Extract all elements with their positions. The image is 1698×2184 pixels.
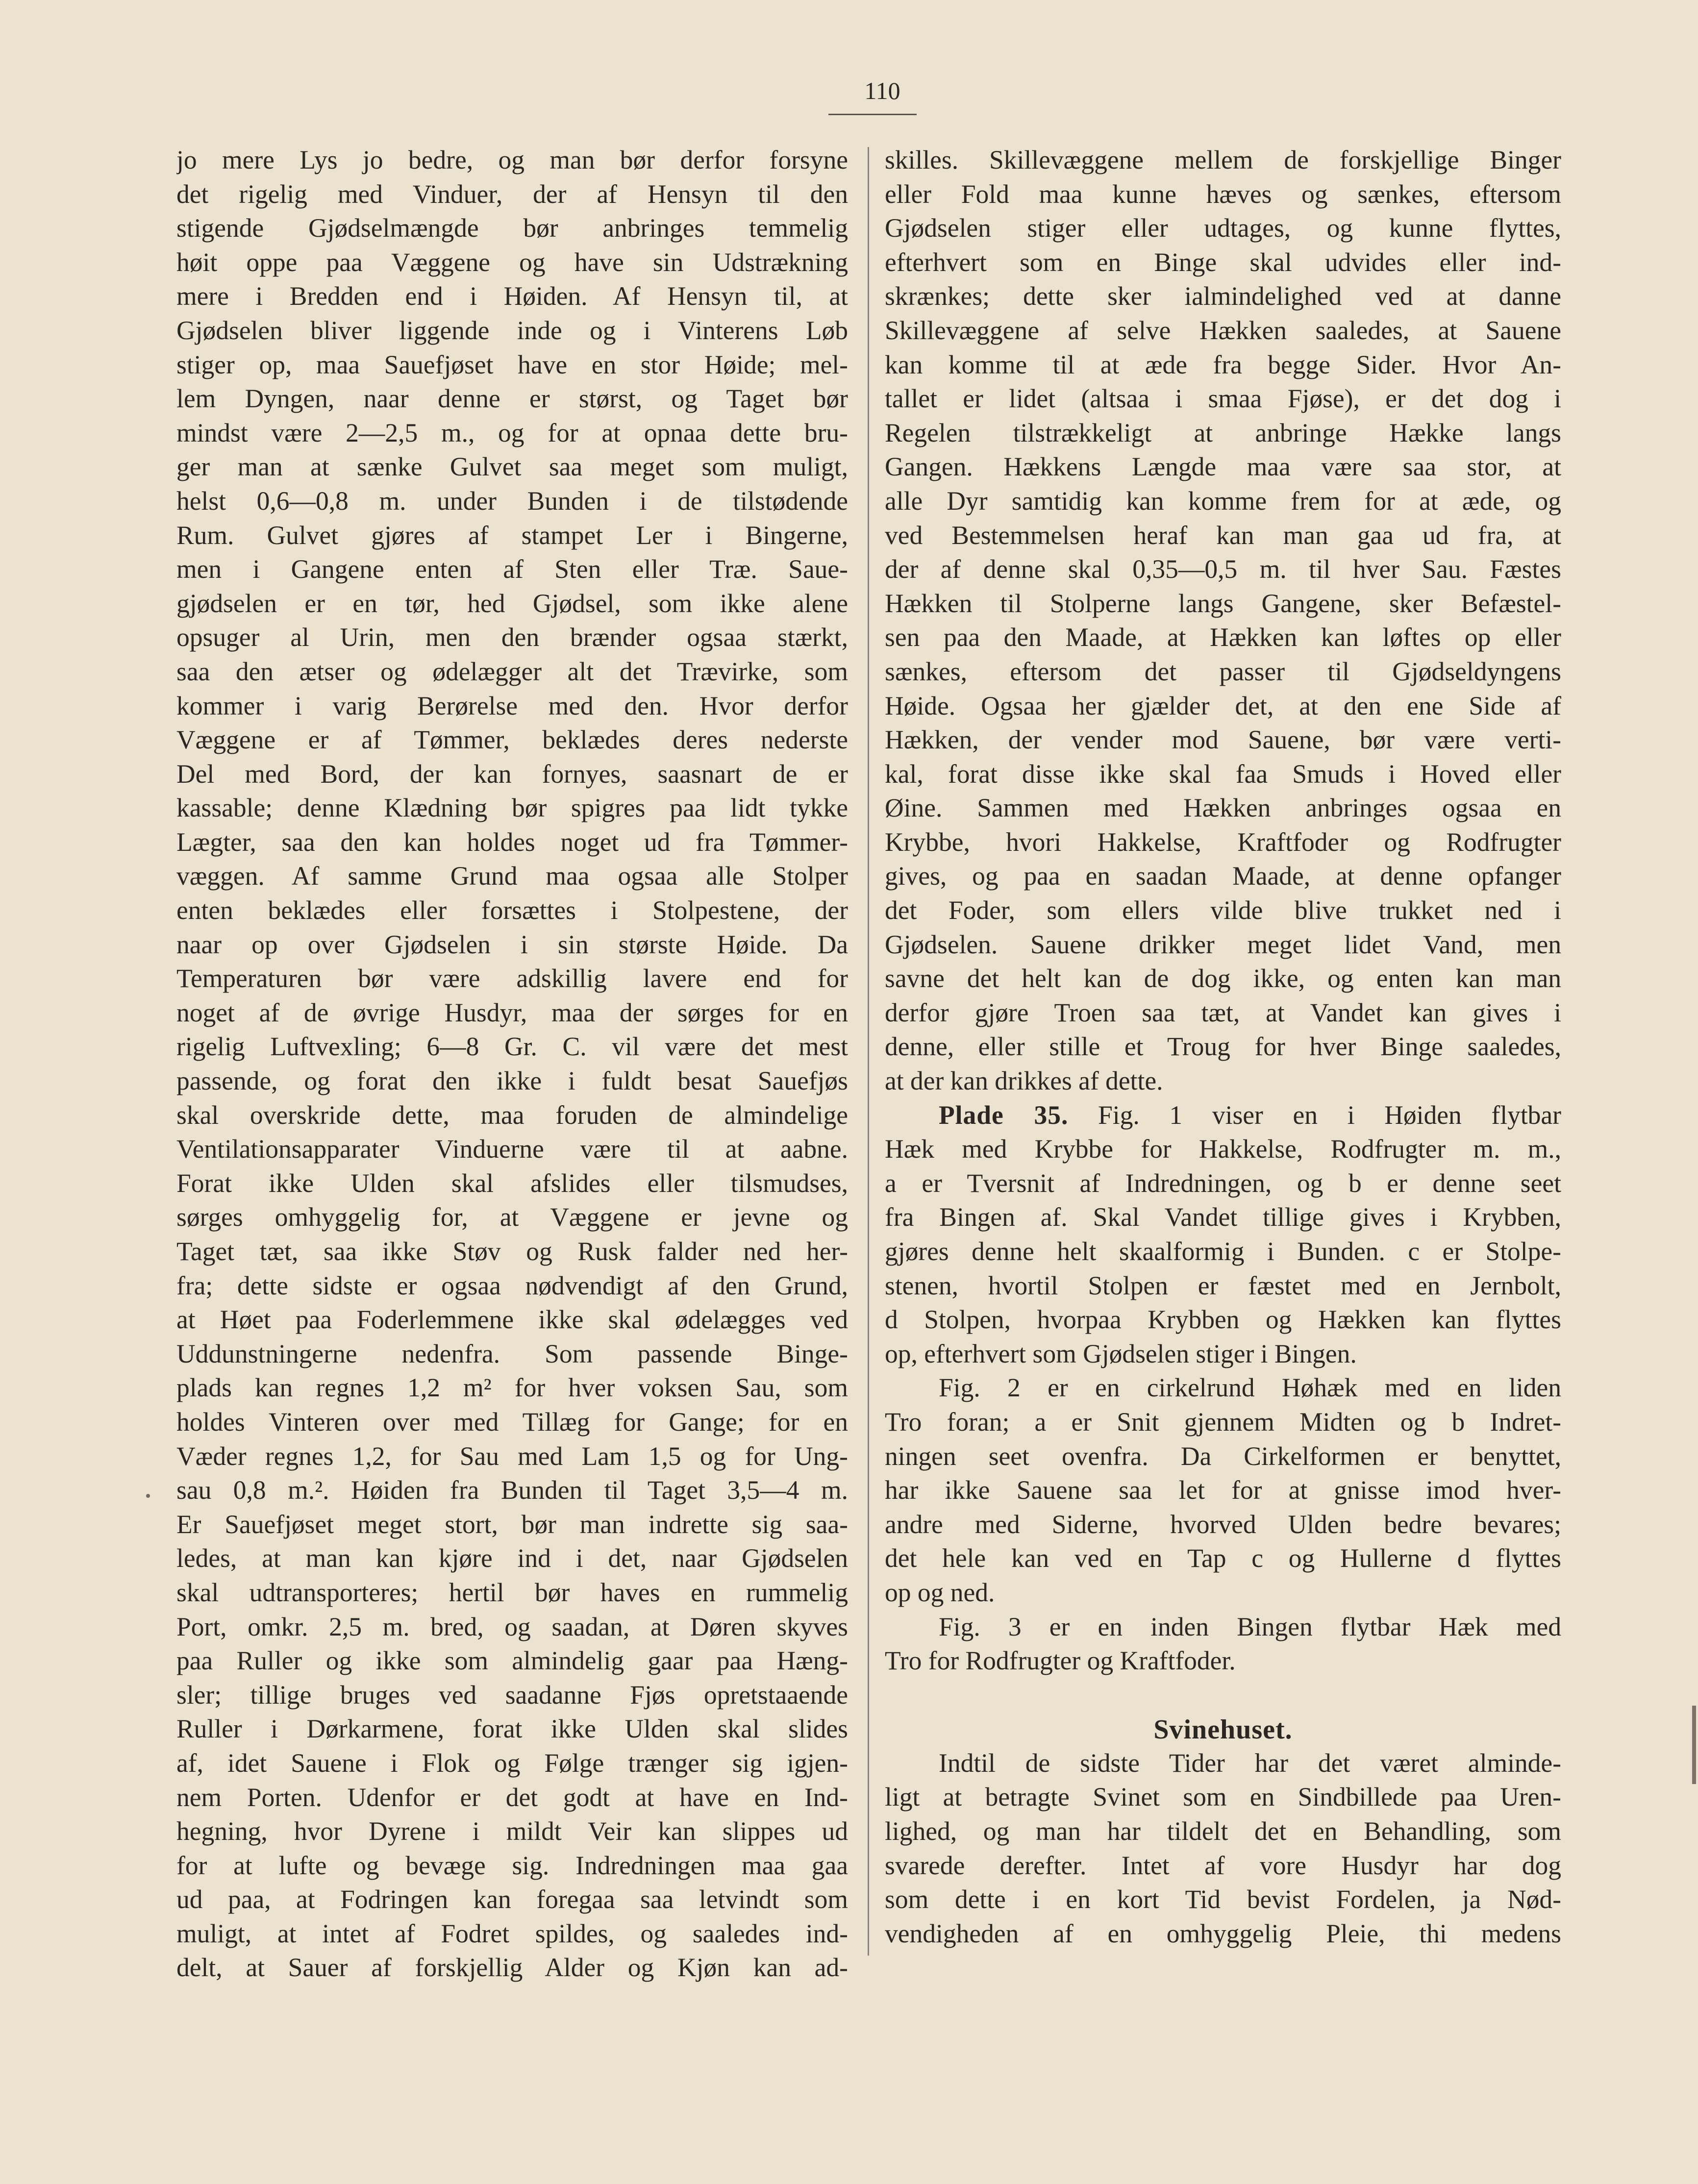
text-line: holdes Vinteren over med Tillæg for Gange; for en [176,1407,848,1437]
text-line: ligt at betragte Svinet som en Sindbillede paa Uren- [885,1782,1561,1812]
text-line: svarede derefter. Intet af vore Husdyr har dog [885,1850,1561,1880]
text-line: gives, og paa en saadan Maade, at denne opfanger [885,861,1561,891]
margin-dot [146,1494,150,1498]
text-line: stigende Gjødselmængde bør anbringes temmelig [176,213,848,243]
text-line: skal udtransporteres; hertil bør haves en rummelig [176,1577,848,1607]
text-line: kassable; denne Klædning bør spigres paa lidt tykke [176,793,848,823]
text-line: Temperaturen bør være adskillig lavere end for [176,964,848,993]
text-line: Regelen tilstrækkeligt at anbringe Hække langs [885,418,1561,447]
text-line: Uddunstningerne nedenfra. Som passende Binge- [176,1339,848,1368]
text-line: kommer i varig Berørelse med den. Hvor derfor [176,691,848,720]
text-line: Gjødselen stiger eller udtages, og kunne flyttes, [885,213,1561,243]
text-line: Væder regnes 1,2, for Sau med Lam 1,5 og for Ung- [176,1441,848,1471]
text-line: det Foder, som ellers vilde blive trukket ned i [885,895,1561,925]
text-line: ledes, at man kan kjøre ind i det, naar Gjødselen [176,1543,848,1573]
text-line: der af denne skal 0,35—0,5 m. til hver Sau. Fæstes [885,554,1561,584]
text-line: Er Sauefjøset meget stort, bør man indrette sig saa- [176,1509,848,1539]
text-line: Ruller i Dørkarmene, forat ikke Ulden skal slides [176,1714,848,1744]
text-line: fra; dette sidste er ogsaa nødvendigt af den Grund, [176,1270,848,1300]
text-line: mindst være 2—2,5 m., og for at opnaa dette bru- [176,418,848,447]
text-line: opsuger al Urin, men den brænder ogsaa stærkt, [176,622,848,652]
text-line: gjødselen er en tør, hed Gjødsel, som ikke alene [176,588,848,618]
text-line: for at lufte og bevæge sig. Indredningen maa gaa [176,1850,848,1880]
plate-line-text: Fig. 1 viser en i Høiden flytbar [1098,1100,1561,1130]
text-line: sænkes, eftersom det passer til Gjødseldyngens [885,656,1561,686]
text-line: d Stolpen, hvorpaa Krybben og Hækken kan flyttes [885,1305,1561,1335]
text-line: delt, at Sauer af forskjellig Alder og Kjøn kan ad- [176,1953,848,1983]
text-line: af, idet Sauene i Flok og Følge trænger sig igjen- [176,1748,848,1778]
text-line: at Høet paa Foderlemmene ikke skal ødelægges ved [176,1305,848,1335]
text-line: som dette i en kort Tid bevist Fordelen, ja Nød- [885,1885,1561,1914]
plate-label: Plade 35. [939,1100,1069,1130]
text-line: Rum. Gulvet gjøres af stampet Ler i Bingerne, [176,520,848,550]
text-line: sen paa den Maade, at Hækken kan løftes op eller [885,622,1561,652]
text-line: Lægter, saa den kan holdes noget ud fra Tømmer- [176,827,848,857]
text-line: lem Dyngen, naar denne er størst, og Taget bør [176,384,848,414]
text-line: andre med Siderne, hvorved Ulden bedre bevares; [885,1509,1561,1539]
text-line: ved Bestemmelsen heraf kan man gaa ud fra, at [885,520,1561,550]
text-line: ud paa, at Fodringen kan foregaa saa letvindt som [176,1885,848,1914]
text-line: ningen seet ovenfra. Da Cirkelformen er benyttet, [885,1441,1561,1471]
text-line: Øine. Sammen med Hækken anbringes ogsaa en [885,793,1561,823]
text-line: a er Tversnit af Indredningen, og b er denne seet [885,1168,1561,1198]
text-line: Væggene er af Tømmer, beklædes deres nederste [176,725,848,755]
text-line: ger man at sænke Gulvet saa meget som muligt, [176,452,848,482]
text-line: saa den ætser og ødelægger alt det Trævirke, som [176,656,848,686]
text-line: noget af de øvrige Husdyr, maa der sørges for en [176,997,848,1027]
text-line: Høide. Ogsaa her gjælder det, at den ene Side af [885,691,1561,720]
right-column [885,143,1561,1951]
text-line: kan komme til at æde fra begge Sider. Hvor An- [885,349,1561,379]
text-line: mere i Bredden end i Høiden. Af Hensyn til, at [176,281,848,311]
text-line: væggen. Af samme Grund maa ogsaa alle Stolper [176,861,848,891]
text-line: rigelig Luftvexling; 6—8 Gr. C. vil være det mest [176,1032,848,1062]
text-line: Port, omkr. 2,5 m. bred, og saadan, at Døren skyves [176,1612,848,1641]
text-line: stiger op, maa Sauefjøset have en stor Høide; mel- [176,349,848,379]
text-line: vendigheden af en omhyggelig Pleie, thi medens [885,1918,1561,1948]
text-line: Indtil de sidste Tider har det været alminde- [939,1748,1561,1778]
text-line: op og ned. [885,1577,995,1607]
text-line: skrænkes; dette sker ialmindelighed ved at danne [885,281,1561,311]
text-line: alle Dyr samtidig kan komme frem for at æde, og [885,486,1561,516]
text-line: helst 0,6—0,8 m. under Bunden i de tilstødende [176,486,848,516]
text-line: lighed, og man har tildelt det en Behandling, som [885,1816,1561,1846]
text-line: har ikke Sauene saa let for at gnisse imod hver- [885,1475,1561,1505]
text-line: op, efterhvert som Gjødselen stiger i Bingen. [885,1339,1357,1368]
text-line: gjøres denne helt skaalformig i Bunden. c er Stolpe- [885,1237,1561,1266]
text-line: Tro foran; a er Snit gjennem Midten og b Indret- [885,1407,1561,1437]
text-line: Del med Bord, der kan fornyes, saasnart de er [176,759,848,789]
text-line: det rigelig med Vinduer, der af Hensyn til den [176,179,848,209]
text-line: Fig. 3 er en inden Bingen flytbar Hæk med [939,1612,1561,1641]
text-line: jo mere Lys jo bedre, og man bør derfor forsyne [176,145,848,174]
text-line: Gangen. Hækkens Længde maa være saa stor, at [885,452,1561,482]
text-line: muligt, at intet af Fodret spildes, og saaledes ind- [176,1918,848,1948]
text-line: naar op over Gjødselen i sin største Høide. Da [176,929,848,959]
text-line: savne det helt kan de dog ikke, og enten kan man [885,964,1561,993]
text-line: Tro for Rodfrugter og Kraftfoder. [885,1646,1236,1676]
text-line: Gjødselen. Sauene drikker meget lidet Vand, men [885,929,1561,959]
text-line: sler; tillige bruges ved saadanne Fjøs opretstaaende [176,1680,848,1710]
text-line: Taget tæt, saa ikke Støv og Rusk falder ned her- [176,1237,848,1266]
page-number: 110 [864,77,900,104]
text-line: Fig. 2 er en cirkelrund Høhæk med en liden [939,1373,1561,1403]
text-line: det hele kan ved en Tap c og Hullerne d flyttes [885,1543,1561,1573]
text-line: derfor gjøre Troen saa tæt, at Vandet kan gives i [885,997,1561,1027]
right-edge-mark [1692,1706,1696,1784]
text-line: Hæk med Krybbe for Hakkelse, Rodfrugter m. m., [885,1134,1561,1164]
text-line: Hækken til Stolperne langs Gangene, sker Befæstel- [885,588,1561,618]
text-line: sau 0,8 m.². Høiden fra Bunden til Taget 3,5—4 m. [176,1475,848,1505]
text-line: kal, forat disse ikke skal faa Smuds i Hoved eller [885,759,1561,789]
plate-35-line [885,1098,1561,1133]
page-number-rule [828,114,917,115]
text-line: nem Porten. Udenfor er det godt at have en Ind- [176,1782,848,1812]
text-line: efterhvert som en Binge skal udvides eller ind- [885,247,1561,277]
left-column [176,143,848,1985]
column-divider [868,147,869,1956]
text-line: Krybbe, hvori Hakkelse, Kraftfoder og Rodfrugter [885,827,1561,857]
text-line: Hækken, der vender mod Sauene, bør være verti- [885,725,1561,755]
text-line: skilles. Skillevæggene mellem de forskjellige Binger [885,145,1561,174]
text-line: denne, eller stille et Troug for hver Binge saaledes, [885,1032,1561,1062]
text-line: Ventilationsapparater Vinduerne være til at aabne. [176,1134,848,1164]
text-line: enten beklædes eller forsættes i Stolpestene, der [176,895,848,925]
text-line: eller Fold maa kunne hæves og sænkes, eftersom [885,179,1561,209]
text-line: hegning, hvor Dyrene i mildt Veir kan slippes ud [176,1816,848,1846]
text-line: tallet er lidet (altsaa i smaa Fjøse), er det dog i [885,384,1561,414]
text-line: Skillevæggene af selve Hækken saaledes, at Sauene [885,315,1561,345]
text-line: fra Bingen af. Skal Vandet tillige gives i Krybben, [885,1202,1561,1232]
text-line: sørges omhyggelig for, at Væggene er jevne og [176,1202,848,1232]
text-line: høit oppe paa Væggene og have sin Udstrækning [176,247,848,277]
text-line: Forat ikke Ulden skal afslides eller tilsmudses, [176,1168,848,1198]
text-line: stenen, hvortil Stolpen er fæstet med en Jernbolt, [885,1270,1561,1300]
text-line: men i Gangene enten af Sten eller Træ. Saue- [176,554,848,584]
text-line: paa Ruller og ikke som almindelig gaar paa Hæng- [176,1646,848,1676]
text-line: plads kan regnes 1,2 m² for hver voksen Sau, som [176,1373,848,1403]
section-heading: Svinehuset. [1153,1714,1293,1745]
text-line: at der kan drikkes af dette. [885,1066,1163,1096]
text-line: skal overskride dette, maa foruden de almindelige [176,1100,848,1130]
text-line: passende, og forat den ikke i fuldt besat Sauefjøs [176,1066,848,1096]
text-line: Gjødselen bliver liggende inde og i Vinterens Løb [176,315,848,345]
